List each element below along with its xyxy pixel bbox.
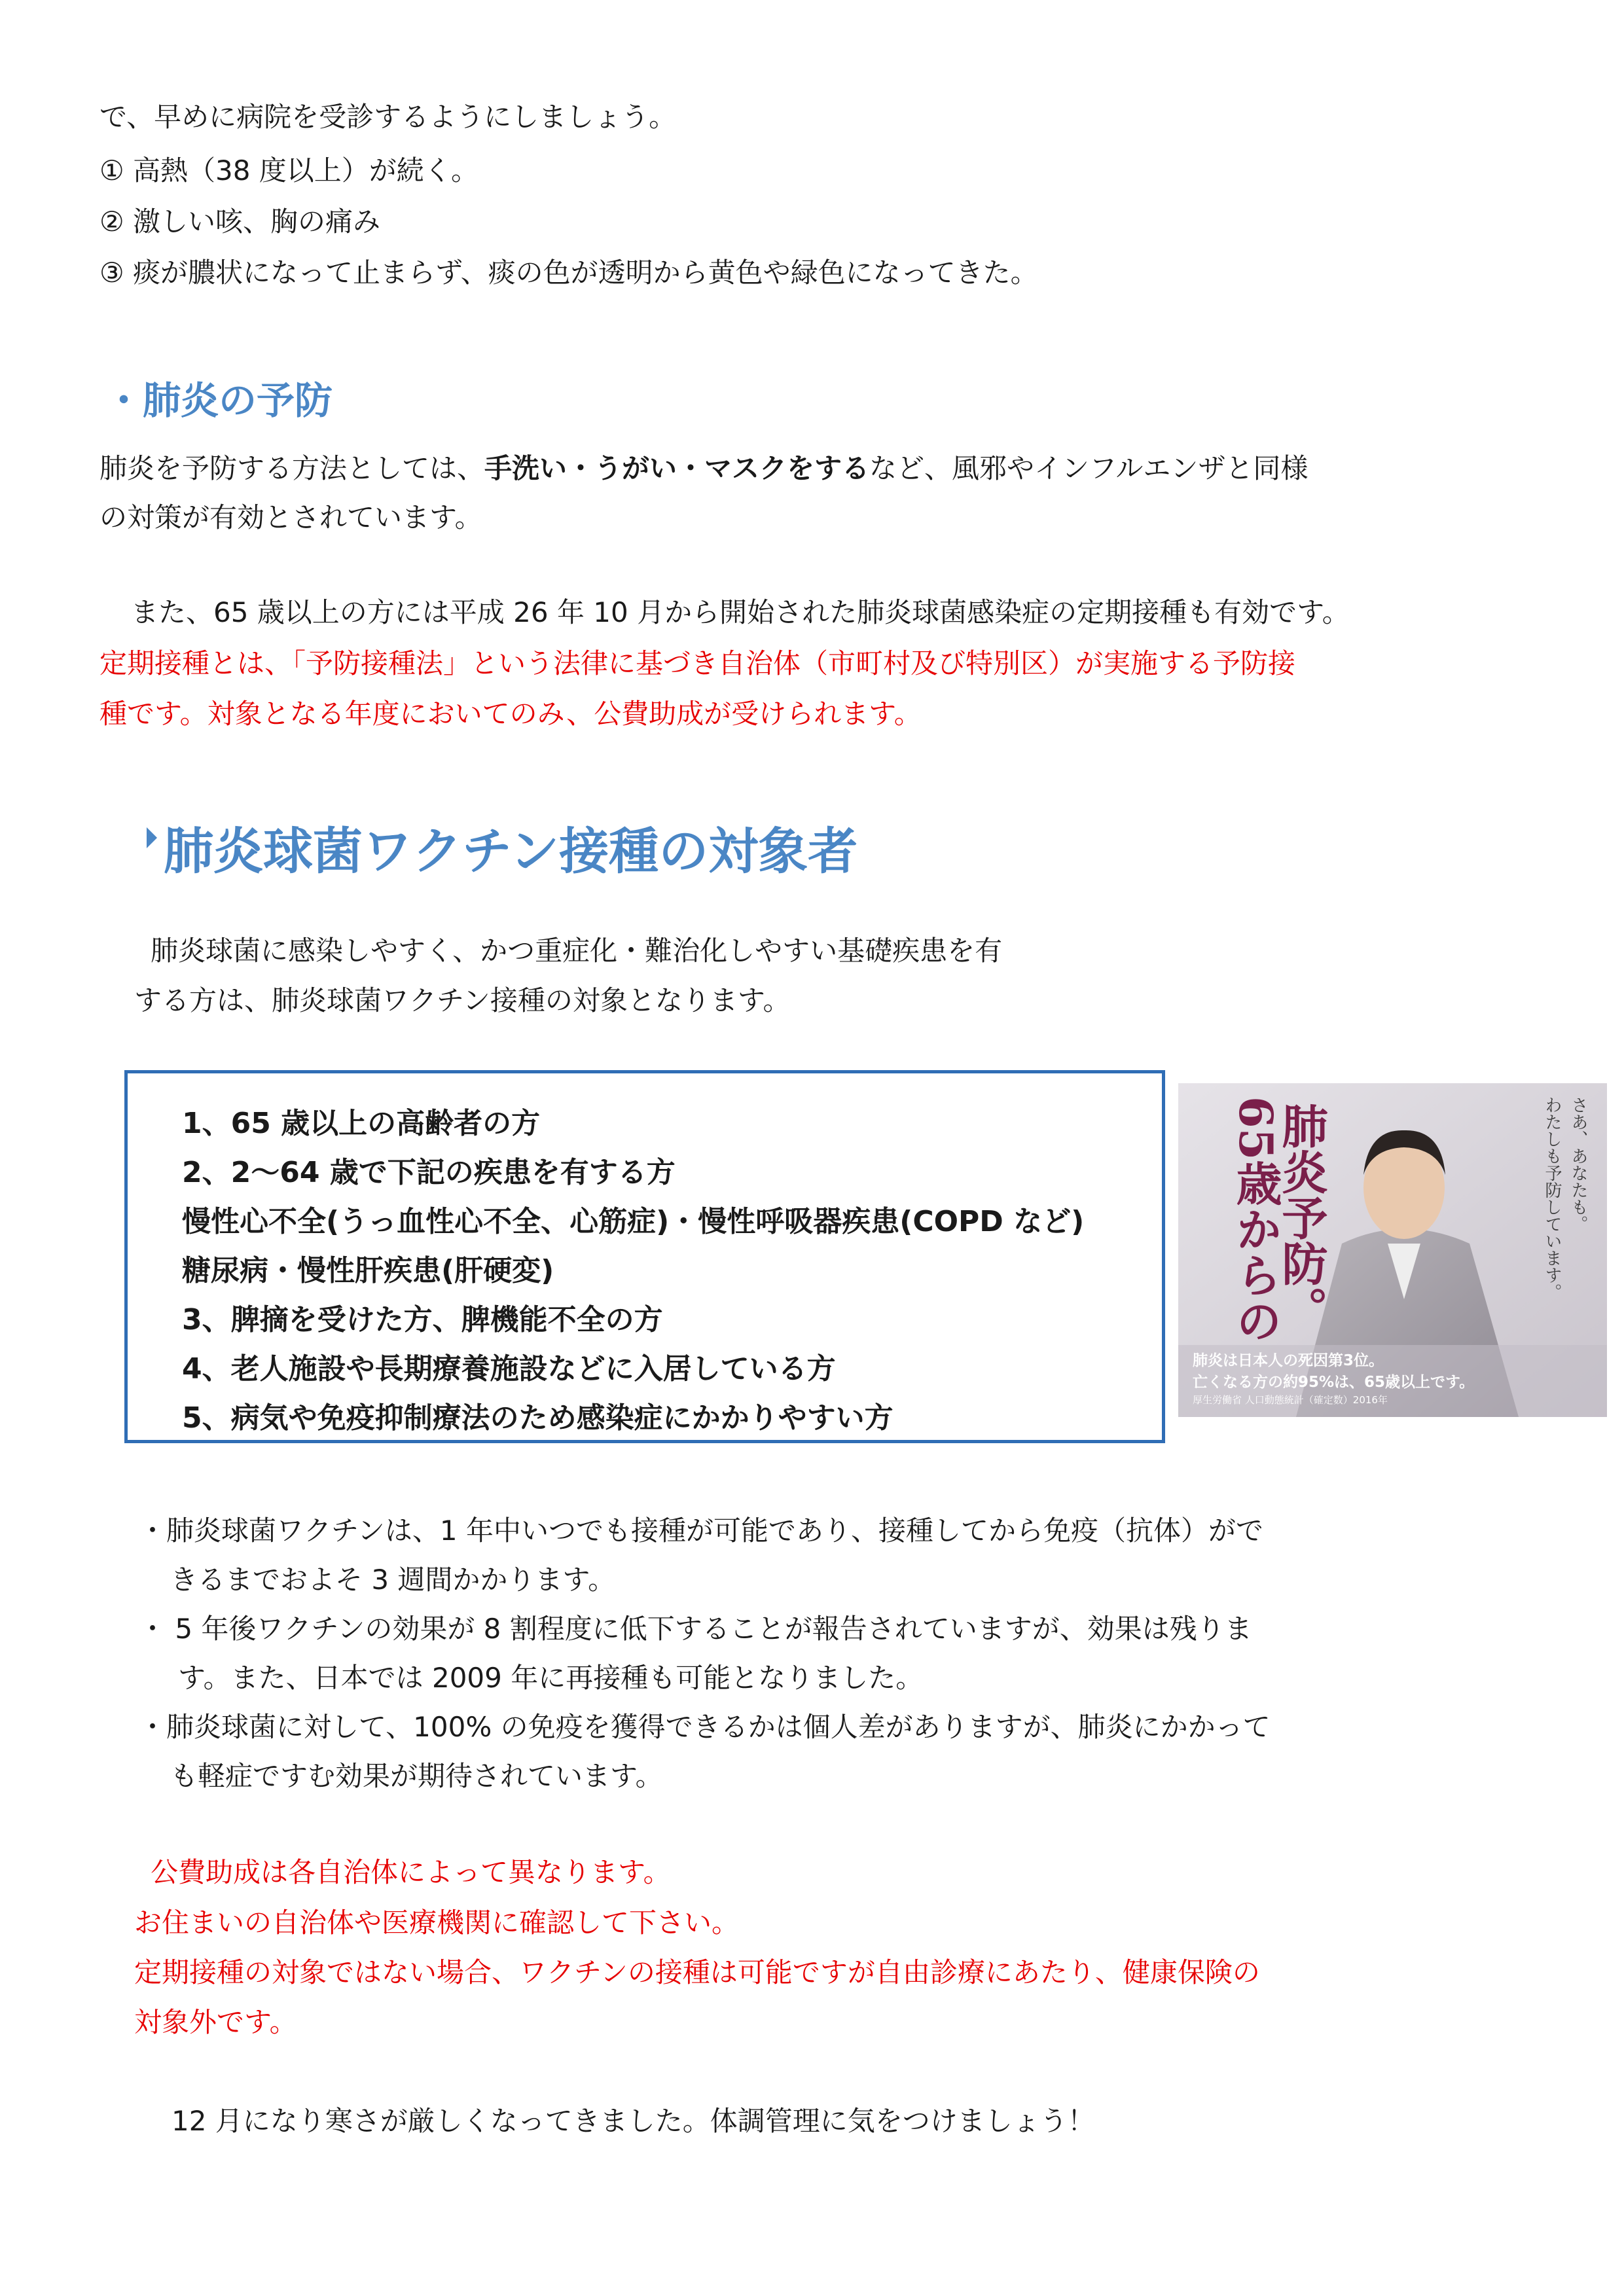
symptom-item-3: ③ 痰が膿状になって止まらず、痰の色が透明から黄色や緑色になってきた。 [99, 257, 1038, 289]
closing-message: 12 月になり寒さが厳しくなってきました。体調管理に気をつけましょう！ [171, 2105, 1095, 2137]
target-list-box [124, 1070, 1165, 1443]
routine-vaccination-note-2: 種です。対象となる年度においてのみ、公費助成が受けられます。 [99, 698, 922, 730]
symptom-item-2: ② 激しい咳、胸の痛み [99, 206, 381, 238]
target-item-2-diseases-b: 糖尿病・慢性肝疾患(肝硬変) [182, 1254, 554, 1287]
prevention-paragraph-1b: の対策が有効とされています。 [99, 501, 482, 533]
routine-vaccination-note-1: 定期接種とは、「予防接種法」という法律に基づき自治体（市町村及び特別区）が実施する予防接 [99, 647, 1296, 679]
vaccine-intro-2: する方は、肺炎球菌ワクチン接種の対象となります。 [134, 984, 791, 1016]
poster-source: 厚生労働省 人口動態統計（確定数）2016年 [1193, 1394, 1388, 1406]
target-item-5: 5、病気や免疫抑制療法のため感染症にかかりやすい方 [182, 1401, 893, 1435]
poster-side-col-2: さあ、あなたも。 [1568, 1096, 1588, 1232]
target-item-4: 4、老人施設や長期療養施設などに入居している方 [182, 1352, 836, 1386]
note-3b: も軽症ですむ効果が期待されています。 [170, 1760, 663, 1792]
poster-caption-2: 亡くなる方の約95%は、65歳以上です。 [1193, 1374, 1475, 1391]
intro-line: で、早めに病院を受診するようにしましょう。 [99, 101, 677, 133]
heading-marker-icon [145, 826, 158, 852]
note-2b: す。また、日本では 2009 年に再接種も可能となりました。 [178, 1662, 924, 1694]
vaccine-intro-1: 肺炎球菌に感染しやすく、かつ重症化・難治化しやすい基礎疾患を有 [151, 935, 1003, 967]
poster-title-col-2: 65歳からの [1229, 1096, 1283, 1344]
poster-caption-1: 肺炎は日本人の死因第3位。 [1193, 1352, 1384, 1369]
subsidy-line-2: お住まいの自治体や医療機関に確認して下さい。 [134, 1907, 740, 1939]
subsidy-line-4: 対象外です。 [134, 2006, 297, 2038]
prevention-text: 肺炎を予防する方法としては、 [99, 452, 485, 484]
note-3a: ・肺炎球菌に対して、100% の免疫を獲得できるかは個人差がありますが、肺炎にかかって [139, 1711, 1271, 1743]
note-2a: ・ 5 年後ワクチンの効果が 8 割程度に低下することが報告されていますが、効果は残りま [139, 1613, 1252, 1645]
target-item-2: 2、2～64 歳で下記の疾患を有する方 [182, 1156, 676, 1189]
poster-side-col-1: わたしも予防しています。 [1542, 1096, 1562, 1300]
subsidy-line-3: 定期接種の対象ではない場合、ワクチンの接種は可能ですが自由診療にあたり、健康保険の [134, 1956, 1260, 1988]
note-1a: ・肺炎球菌ワクチンは、1 年中いつでも接種が可能であり、接種してから免疫（抗体）がで [139, 1515, 1263, 1547]
prevention-measures: 手洗い・うがい・マスクをする [484, 452, 870, 484]
target-item-1: 1、65 歳以上の高齢者の方 [182, 1107, 541, 1140]
target-item-3: 3、脾摘を受けた方、脾機能不全の方 [182, 1303, 663, 1336]
prevention-paragraph-1a [99, 452, 1308, 484]
note-1b: きるまでおよそ 3 週間かかります。 [170, 1564, 616, 1596]
prevention-paragraph-2: また、65 歳以上の方には平成 26 年 10 月から開始された肺炎球菌感染症の定期接種も有効です。 [131, 596, 1350, 628]
target-item-2-diseases-a: 慢性心不全(うっ血性心不全、心筋症)・慢性呼吸器疾患(COPD など) [182, 1205, 1085, 1238]
vaccine-target-heading: 肺炎球菌ワクチン接種の対象者 [164, 822, 858, 880]
campaign-poster-image [1178, 1083, 1607, 1417]
prevention-heading: ・肺炎の予防 [105, 378, 333, 423]
poster-title-col-1: 肺炎予防。 [1274, 1103, 1329, 1332]
subsidy-line-1: 公費助成は各自治体によって異なります。 [151, 1856, 671, 1888]
prevention-text-tail: など、風邪やインフルエンザと同様 [869, 452, 1308, 484]
symptom-item-1: ① 高熱（38 度以上）が続く。 [99, 154, 478, 187]
